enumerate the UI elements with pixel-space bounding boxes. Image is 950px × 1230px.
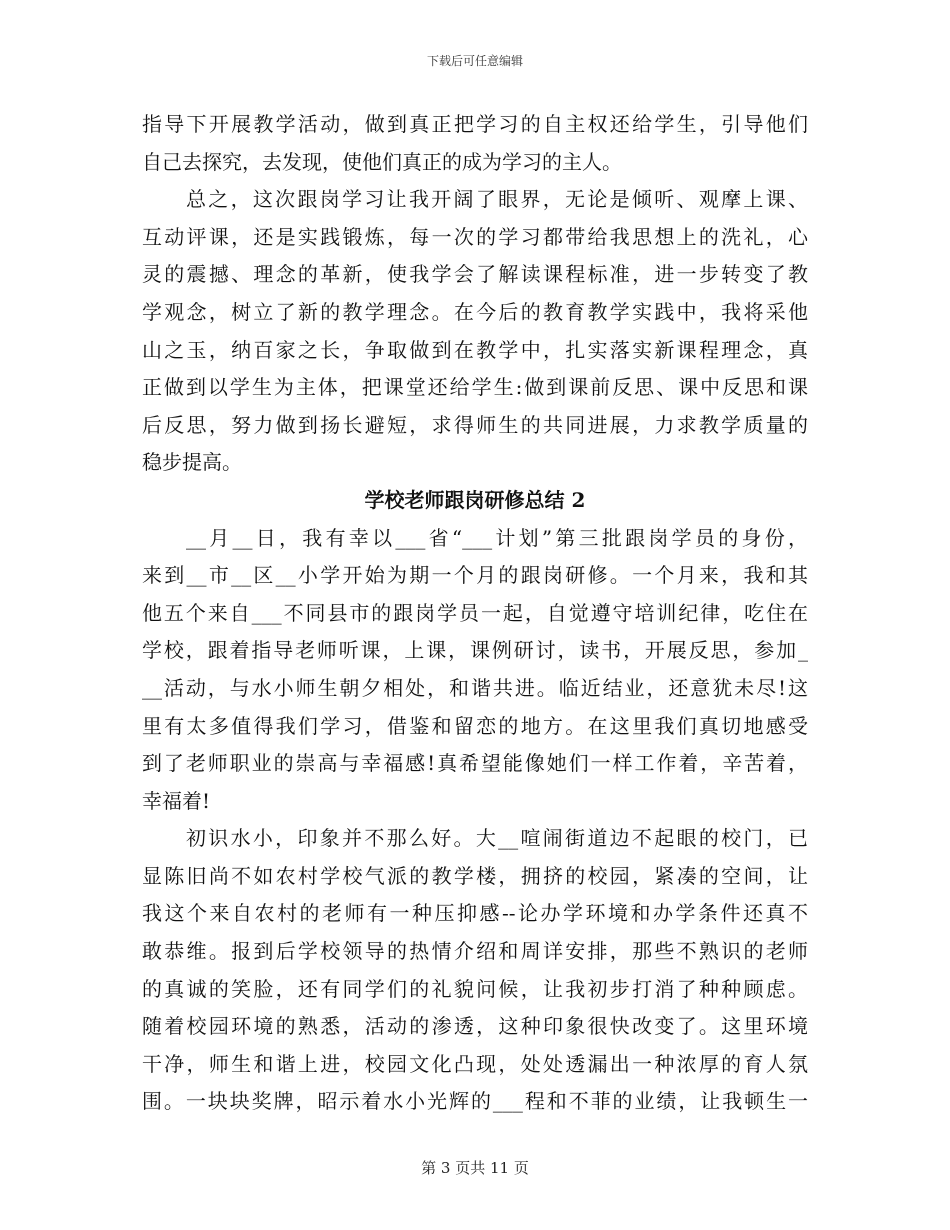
- paragraph-summary: [142, 181, 808, 482]
- text-line: 灵的震撼、理念的革新，使我学会了解读课程标准，进一步转变了教: [142, 262, 808, 287]
- text-line: 围。一块块奖牌，昭示着水小光辉的___程和不菲的业绩，让我顿生一: [142, 1089, 808, 1114]
- page-number-footer: 第 3 页共 11 页: [421, 1159, 529, 1177]
- section-title: 学校老师跟岗研修总结 2: [364, 487, 586, 512]
- text-line: 敢恭维。报到后学校领导的热情介绍和周详安排，那些不熟识的老师: [142, 939, 808, 964]
- text-line: 来到__市__区__小学开始为期一个月的跟岗研修。一个月来，我和其: [142, 563, 808, 588]
- paragraph-continuation: [142, 106, 808, 181]
- text-line: 总之，这次跟岗学习让我开阔了眼界，无论是倾听、观摩上课、: [186, 187, 808, 212]
- text-line: 指导下开展教学活动，做到真正把学习的自主权还给学生，引导他们: [142, 112, 808, 136]
- text-line: 显陈旧尚不如农村学校气派的教学楼，拥挤的校园，紧凑的空间，让: [142, 863, 808, 888]
- text-line: 初识水小，印象并不那么好。大__喧闹街道边不起眼的校门，已: [186, 826, 808, 851]
- page-header: 下载后可任意编辑: [426, 54, 523, 68]
- text-line: 山之玉，纳百家之长，争取做到在教学中，扎实落实新课程理念，真: [142, 337, 808, 362]
- text-line: 互动评课，还是实践锻炼，每一次的学习都带给我思想上的洗礼，心: [142, 224, 808, 249]
- text-line: 学观念，树立了新的教学理念。在今后的教育教学实践中，我将采他: [142, 299, 808, 324]
- text-line: 自己去探究，去发现，使他们真正的成为学习的主人。: [142, 149, 622, 174]
- text-line: 他五个来自___不同县市的跟岗学员一起，自觉遵守培训纪律，吃住在: [142, 600, 808, 625]
- text-line: __月__日，我有幸以___省“___计划”第三批跟岗学员的身份，: [186, 525, 808, 550]
- text-line: __活动，与水小师生朝夕相处，和谐共进。临近结业，还意犹未尽!这: [142, 675, 808, 700]
- text-line: 里有太多值得我们学习，借鉴和留恋的地方。在这里我们真切地感受: [142, 713, 808, 738]
- paragraph-intro: [142, 520, 808, 821]
- text-line: 幸福着!: [142, 788, 211, 813]
- document-body: [142, 106, 808, 1121]
- text-line: 到了老师职业的崇高与幸福感!真希望能像她们一样工作着，辛苦着，: [142, 751, 808, 776]
- text-line: 稳步提高。: [142, 450, 242, 475]
- paragraph-first-impression: [142, 820, 808, 1121]
- text-line: 的真诚的笑脸，还有同学们的礼貌问候，让我初步打消了种种顾虑。: [142, 976, 808, 1001]
- text-line: 干净，师生和谐上进，校园文化凸现，处处透漏出一种浓厚的育人氛: [142, 1051, 808, 1076]
- text-line: 学校，跟着指导老师听课，上课，课例研讨，读书，开展反思，参加_: [142, 638, 808, 663]
- text-line: 随着校园环境的熟悉，活动的渗透，这种印象很快改变了。这里环境: [142, 1014, 808, 1039]
- text-line: 我这个来自农村的老师有一种压抑感--论办学环境和办学条件还真不: [142, 901, 808, 926]
- text-line: 后反思，努力做到扬长避短，求得师生的共同进展，力求教学质量的: [142, 412, 808, 437]
- text-line: 正做到以学生为主体，把课堂还给学生:做到课前反思、课中反思和课: [142, 375, 808, 400]
